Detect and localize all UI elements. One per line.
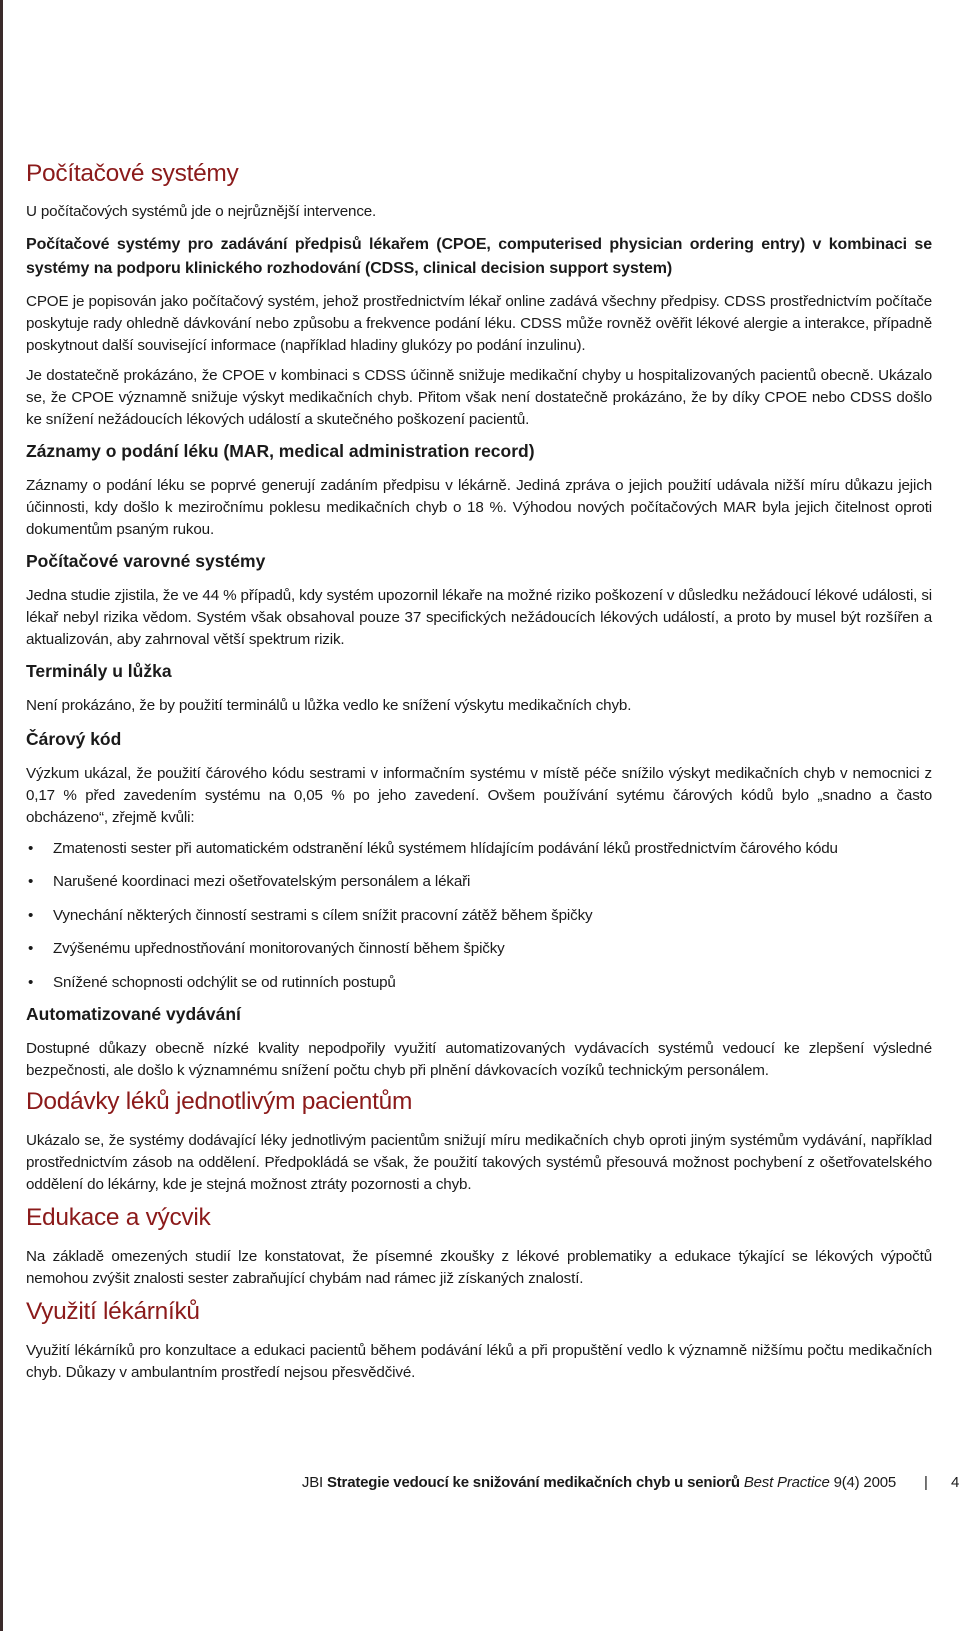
education-paragraph: Na základě omezených studií lze konstatovat, že písemné zkoušky z lékové problematiky a edukace týkající se lékových výpočtů nemohou zvýšit znalosti sester zabraňující chybám nad rámec již získaných znalostí. xyxy=(26,1248,932,1287)
automated-dispensing-paragraph: Dostupné důkazy obecně nízké kvality nepodpořily využití automatizovaných vydávacích systémů vedoucí ke zlepšení výsledné bezpečnosti, ale došlo k významnému snížení počtu chyb při plnění dávkovacích vozíků technickým personálem. xyxy=(26,1040,932,1079)
heading-pharmacists: Využití lékárníků xyxy=(26,1298,200,1325)
computer-systems-intro: U počítačových systémů jde o nejrůznější intervence. xyxy=(26,203,377,220)
cpoe-description: CPOE je popisován jako počítačový systém, jehož prostřednictvím lékař online zadává všechny předpisy. CDSS prostřednictvím počítače poskytuje rady ohledně dávkování nebo způsobu a frekvence podání léku. CDSS může rovněž ověřit lékové alergie a interakce, případně poskytnout další související informace (například hladiny glukózy po podání inzulinu). xyxy=(26,293,932,354)
page-footer xyxy=(0,1474,960,1496)
alert-systems-paragraph: Jedna studie zjistila, že ve 44 % případů, kdy systém upozornil lékaře na možné riziko poškození v důsledku nežádoucí lékové události, si lékař nebyl rizika vědom. Systém však obsahoval pouze 37 specifických nežádoucích lékových událostí, a proto by musel být rozšířen a aktualizován, aby zahrnoval větší spektrum rizik. xyxy=(26,587,932,648)
barcode-paragraph: Výzkum ukázal, že použití čárového kódu sestrami v informačním systému v místě péče snížilo výskyt medikačních chyb v nemocnici z 0,17 % před zavedením systému na 0,05 % po jeho zavedení. Ovšem používání sytému čárových kódů bylo „snadno a často obcházeno“, zřejmě kvůli: xyxy=(26,765,932,826)
heading-mar: Záznamy o podání léku (MAR, medical administration record) xyxy=(26,441,535,461)
pharmacists-paragraph: Využití lékárníků pro konzultace a edukaci pacientů během podávání léků a při propuštění vedlo k významně nižšímu počtu medikačních chyb. Důkazy v ambulantním prostředí nejsou přesvědčivé. xyxy=(26,1342,932,1381)
heading-alert-systems: Počítačové varovné systémy xyxy=(26,551,266,571)
heading-barcode: Čárový kód xyxy=(26,729,122,749)
heading-bedside-terminals: Terminály u lůžka xyxy=(26,661,172,681)
mar-paragraph: Záznamy o podání léku se poprvé generují zadáním předpisu v lékárně. Jediná zpráva o jejich použití udávala nižší míru důkazu jejich účinnosti, kdy došlo k meziročnímu poklesu medikačních chyb o 18 %. Výhodou nových počítačových MAR byla jejich čitelnost oproti dokumentům psaným rukou. xyxy=(26,477,932,538)
heading-automated-dispensing: Automatizované vydávání xyxy=(26,1004,241,1024)
cpoe-cdss-heading: Počítačové systémy pro zadávání předpisů lékařem (CPOE, computerised physician ordering entry) v kombinaci se systémy na podporu klinického rozhodování (CDSS, clinical decision support system) xyxy=(26,236,932,277)
heading-unit-dose: Dodávky léků jednotlivým pacientům xyxy=(26,1088,413,1115)
bedside-terminals-paragraph: Není prokázáno, že by použití terminálů u lůžka vedlo ke snížení výskytu medikačních chyb. xyxy=(26,697,632,714)
unit-dose-paragraph: Ukázalo se, že systémy dodávající léky jednotlivým pacientům snižují míru medikačních chyb oproti jiným systémům vydávání, například prostřednictvím zásob na oddělení. Předpokládá se však, že použití takových systémů přesouvá možnost pochybení z ošetřovatelského oddělení do lékárny, kde je stejná možnost ztráty pozornosti a chyb. xyxy=(26,1132,932,1193)
heading-education: Edukace a výcvik xyxy=(26,1204,211,1231)
page-left-border xyxy=(0,0,3,1631)
cpoe-evidence: Je dostatečně prokázáno, že CPOE v kombinaci s CDSS účinně snižuje medikační chyby u hospitalizovaných pacientů obecně. Ukázalo se, že CPOE významně snižuje výskyt medikačních chyb. Přitom však není dostatečně prokázáno, že by díky CPOE nebo CDSS došlo ke snížení nežádoucích lékových událostí a skutečného poškození pacientů. xyxy=(26,367,932,428)
footer-separator: | xyxy=(924,1474,928,1491)
footer-citation: JBI Strategie vedoucí ke snižování medikačních chyb u seniorů Best Practice 9(4) 2005 xyxy=(301,1474,896,1491)
heading-computer-systems: Počítačové systémy xyxy=(26,160,239,187)
page-number: 4 xyxy=(951,1474,960,1491)
